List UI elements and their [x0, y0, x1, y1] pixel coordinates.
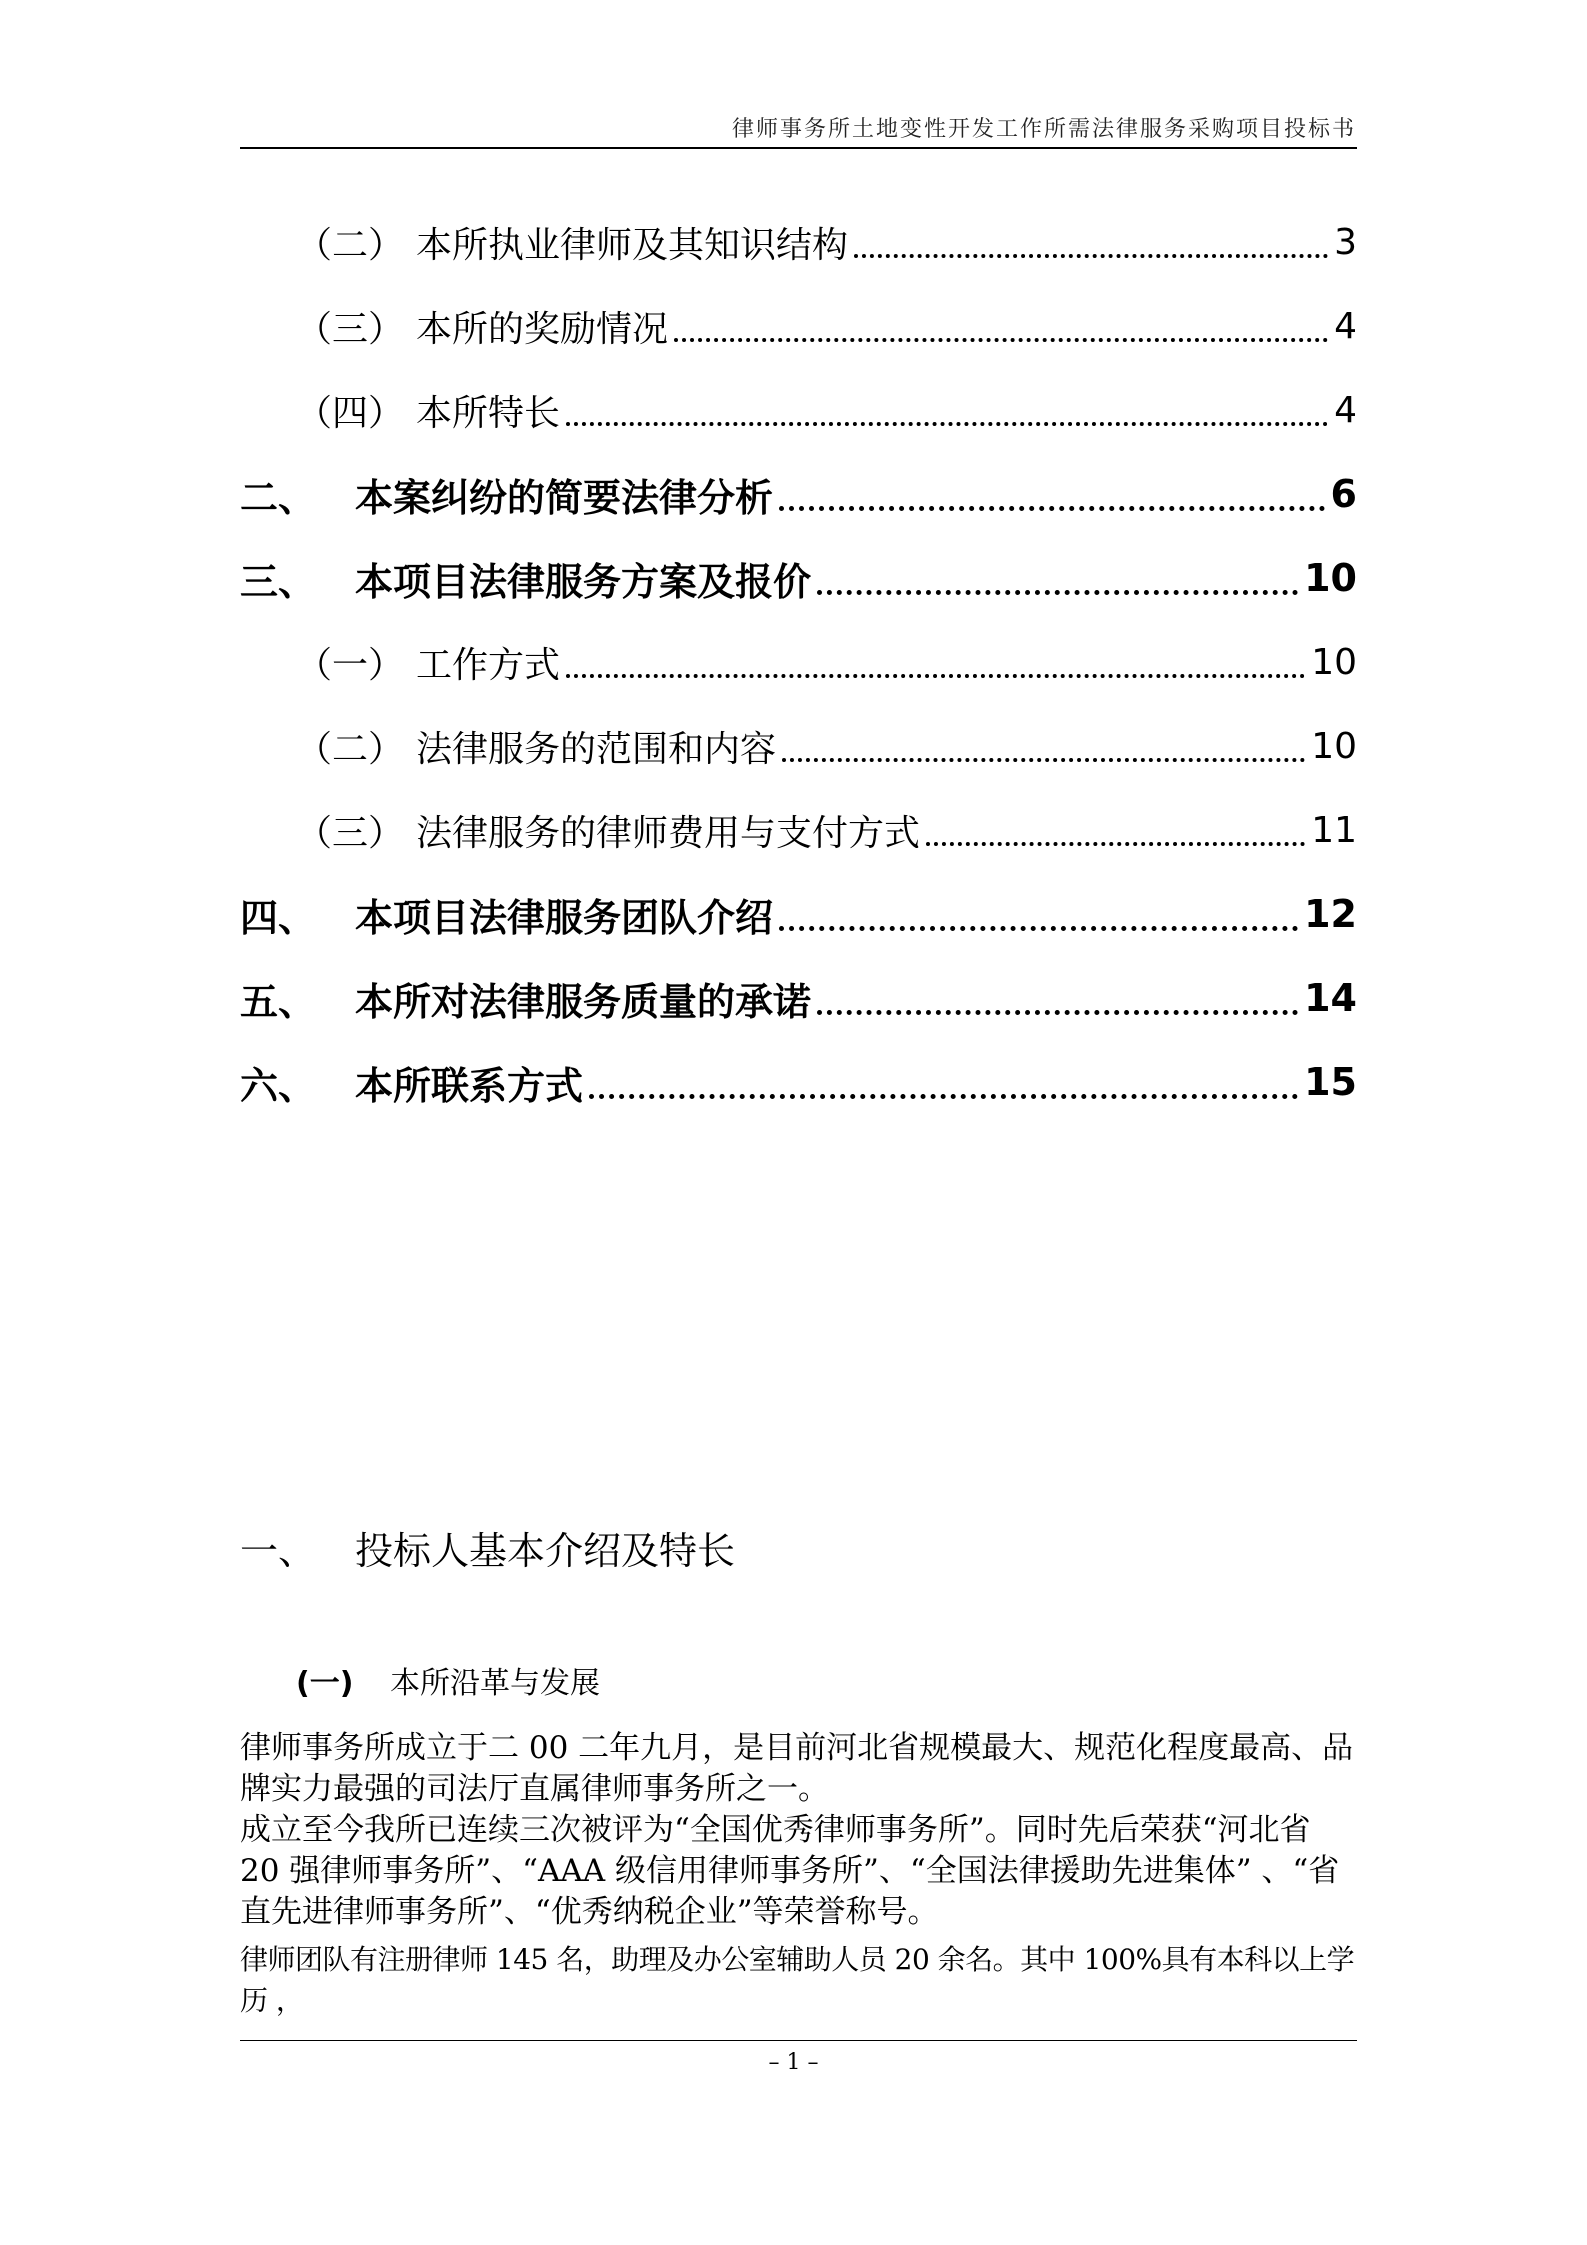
header-divider	[240, 147, 1357, 149]
toc-entry-number: （三）	[296, 308, 405, 350]
toc-entry-page: 10	[1311, 725, 1357, 767]
body-text	[240, 1728, 1357, 2021]
toc-entry-title: 本项目法律服务团队介绍	[355, 895, 774, 940]
toc-entry-number: （二）	[296, 224, 405, 266]
toc-entry[interactable]	[240, 788, 1357, 872]
toc-entry-title: 本所联系方式	[355, 1063, 584, 1108]
toc-entry-number: （三）	[296, 812, 405, 854]
toc-entry[interactable]	[240, 620, 1357, 704]
toc-entry-page: 6	[1330, 472, 1357, 516]
toc-entry-number: （二）	[296, 728, 405, 770]
toc-entry-number: 五、	[240, 979, 317, 1024]
section-number: 一、	[240, 1529, 317, 1573]
toc-entry-page: 12	[1304, 892, 1357, 936]
toc-entry-title: 法律服务的律师费用与支付方式	[416, 812, 921, 854]
toc-entry-page: 11	[1311, 809, 1357, 851]
page-number: – 1 –	[768, 2050, 819, 2075]
toc-entry-title: 本案纠纷的简要法律分析	[355, 475, 774, 520]
toc-entry-number: （一）	[296, 644, 405, 686]
toc-entry[interactable]	[240, 704, 1357, 788]
toc-entry-page: 4	[1334, 389, 1357, 431]
toc-entry[interactable]	[240, 284, 1357, 368]
toc-entry-page: 10	[1311, 641, 1357, 683]
toc-entry-page: 4	[1334, 305, 1357, 347]
toc-entry[interactable]	[240, 200, 1357, 284]
table-of-contents	[240, 200, 1357, 1124]
toc-entry-number: 三、	[240, 559, 317, 604]
toc-dot-leader	[779, 926, 1298, 931]
toc-dot-leader	[779, 506, 1325, 511]
subsection-heading	[296, 1658, 600, 1702]
toc-entry-number: 四、	[240, 895, 317, 940]
document-header-title: 律师事务所土地变性开发工作所需法律服务采购项目投标书	[731, 117, 1356, 142]
paragraph: 律师事务所成立于二 00 二年九月，是目前河北省规模最大、规范化程度最高、品牌实力最强的司法厅直属律师事务所之一。	[240, 1730, 1354, 1807]
toc-entry[interactable]	[240, 956, 1357, 1040]
footer-divider	[240, 2040, 1357, 2041]
section-heading	[240, 1520, 735, 1575]
subsection-title: 本所沿革与发展	[390, 1666, 600, 1701]
toc-entry[interactable]	[240, 368, 1357, 452]
toc-entry-page: 15	[1304, 1060, 1357, 1104]
toc-entry-title: 本所的奖励情况	[416, 308, 669, 350]
toc-entry-title: 工作方式	[416, 644, 561, 686]
toc-dot-leader	[566, 422, 1328, 426]
toc-entry-title: 本项目法律服务方案及报价	[355, 559, 812, 604]
toc-entry-page: 3	[1334, 221, 1357, 263]
toc-entry-number: （四）	[296, 392, 405, 434]
toc-entry[interactable]	[240, 452, 1357, 536]
toc-entry-title: 本所特长	[416, 392, 561, 434]
toc-entry-title: 法律服务的范围和内容	[416, 728, 777, 770]
toc-dot-leader	[566, 674, 1305, 678]
toc-entry-page: 14	[1304, 976, 1357, 1020]
toc-dot-leader	[926, 842, 1305, 846]
toc-entry-title: 本所执业律师及其知识结构	[416, 224, 849, 266]
toc-dot-leader	[817, 590, 1298, 595]
toc-entry-title: 本所对法律服务质量的承诺	[355, 979, 812, 1024]
paragraph: 律师团队有注册律师 145 名，助理及办公室辅助人员 20 余名。其中 100%具有本科以上学历 ，	[240, 1943, 1355, 2017]
toc-entry[interactable]	[240, 1040, 1357, 1124]
section-title: 投标人基本介绍及特长	[355, 1529, 736, 1573]
toc-entry[interactable]	[240, 536, 1357, 620]
toc-dot-leader	[782, 758, 1305, 762]
toc-dot-leader	[589, 1094, 1298, 1099]
toc-entry-number: 二、	[240, 475, 317, 520]
toc-entry-number: 六、	[240, 1063, 317, 1108]
paragraph: 成立至今我所已连续三次被评为“全国优秀律师事务所”。同时先后荣获“河北省 20 强律师事务所”、“AAA 级信用律师事务所”、“全国法律援助先进集体” 、“省直先进律师事务所”、“优秀纳税企业”等荣誉称号。	[240, 1812, 1340, 1930]
toc-entry[interactable]	[240, 872, 1357, 956]
toc-dot-leader	[674, 338, 1328, 342]
toc-dot-leader	[817, 1010, 1298, 1015]
toc-entry-page: 10	[1304, 556, 1357, 600]
toc-dot-leader	[854, 254, 1328, 258]
subsection-number: (一)	[296, 1666, 354, 1701]
